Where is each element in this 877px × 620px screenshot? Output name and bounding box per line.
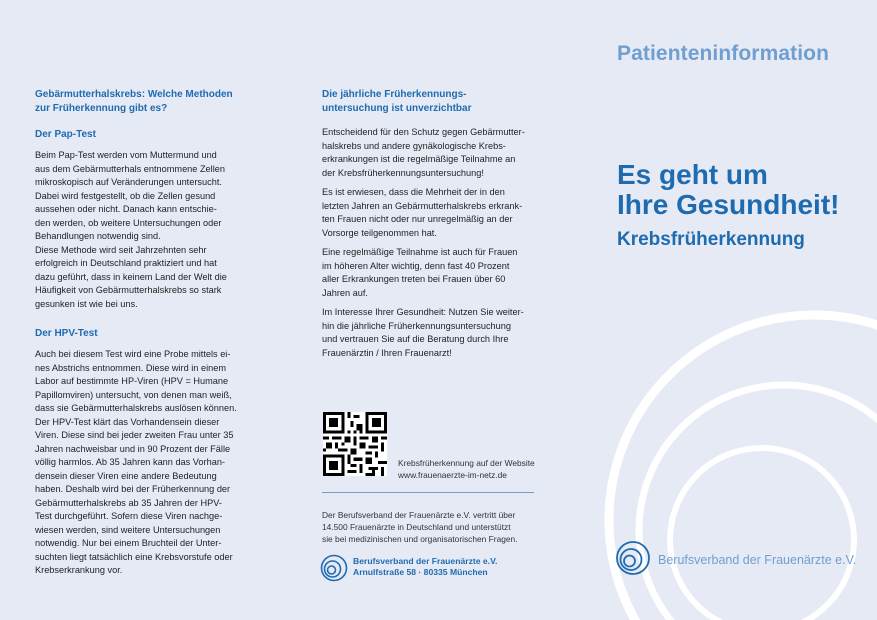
association-description: Der Berufsverband der Frauenärzte e.V. vertritt über 14.500 Frauenärzte in Deutschland und unterstützt sie bei medizinischen und organisatorischen Fragen. — [322, 510, 518, 544]
checkup-paragraph-3: Eine regelmäßige Teilnahme ist auch für Frauen im höheren Alter wichtig, denn fast 40 Prozent aller Erkrankungen treten bei Frauen über 60 Jahren auf. — [322, 247, 518, 298]
headline — [617, 160, 839, 220]
pap-test-text: Beim Pap-Test werden vom Muttermund und aus dem Gebärmutterhals entnommene Zellen mikroskopisch auf Veränderungen untersucht. Dabei wird festgestellt, ob die Zellen gesund aussehen oder nicht. Danach kann entschie- den werden, ob weitere Untersuchungen oder Behandlungen notwendig sind. Diese Methode wird seit Jahrzehnten sehr erfolgreich in Deutschland praktiziert und hat dazu geführt, dass in keinem Land der Welt die Häufigkeit von Gebärmutterhalskrebs so stark gesunken ist wie bei uns. — [35, 150, 227, 309]
decorative-rings — [584, 0, 877, 620]
checkup-paragraph-4: Im Interesse Ihrer Gesundheit: Nutzen Sie weiter- hin die jährliche Früherkennungsuntersuchung und vertrauen Sie auf die Beratung durch Ihre Frauenärztin / Ihren Frauenarzt! — [322, 307, 524, 358]
subheadline: Krebsfrüherkennung — [617, 229, 805, 250]
section-heading-annual-checkup: Die jährliche Früherkennungs- untersuchung ist unverzichtbar — [322, 89, 472, 114]
headline-line-2: Ihre Gesundheit! — [617, 189, 840, 220]
association-logo-icon — [320, 554, 348, 582]
checkup-paragraph-1: Entscheidend für den Schutz gegen Gebärmutter- halskrebs und andere gynäkologische Krebs- erkrankungen ist die regelmäßige Teilnahme an der Krebsfrüherkennungsuntersuchung! — [322, 127, 525, 178]
section-heading-methods: Gebärmutterhalskrebs: Welche Methoden zur Früherkennung gibt es? — [35, 89, 233, 114]
headline-line-1: Es geht um — [617, 159, 768, 190]
association-name: Berufsverband der Frauenärzte e.V. — [353, 556, 498, 566]
checkup-paragraph-2: Es ist erwiesen, dass die Mehrheit der in den letzten Jahren an Gebärmutterhalskrebs erkrank- ten Frauen nicht oder nur unregelmäßig an der Vorsorge teilgenommen hat. — [322, 187, 523, 238]
left-panel — [0, 0, 292, 620]
association-address: Arnulfstraße 58 · 80335 München — [353, 567, 488, 577]
pap-test-title: Der Pap-Test — [35, 129, 96, 140]
divider — [322, 492, 534, 493]
qr-caption: Krebsfrüherkennung auf der Website www.frauenaerzte-im-netz.de — [398, 458, 535, 480]
brand-name: Berufsverband der Frauenärzte e.V. — [658, 553, 857, 567]
hpv-test-text: Auch bei diesem Test wird eine Probe mittels ei- nes Abstrichs entnommen. Diese wird in einem Labor auf bestimmte HP-Viren (HPV = Humane Papillomviren) untersucht, von denen man weiß, dass sie Gebärmutterhalskrebs auslösen können. Der HPV-Test klärt das Vorhandensein dieser Viren. Diese sind bei jeder zweiten Frau unter 35 Jahren nachweisbar und in 90 Prozent der Fälle völlig harmlos. Ab 35 Jahren kann das Vorhan- densein dieser Viren eine andere Bedeutung haben. Deshalb wird bei der Früherkennung der Gebärmutterhalskrebs ab 35 Jahren der HPV- Test durchgeführt. Sofern diese Viren nachge- wiesen werden, sind weitere Untersuchungen notwendig. Nur bei einem Bruchteil der Unter- suchten liegt tatsächlich eine Krebsvorstufe oder Krebserkrankung vor. — [35, 349, 237, 575]
hpv-test-title: Der HPV-Test — [35, 328, 98, 339]
brand-logo-icon — [615, 540, 651, 576]
patient-info-label: Patienteninformation — [617, 42, 830, 65]
qr-code[interactable] — [323, 412, 387, 476]
association-contact — [353, 556, 497, 578]
